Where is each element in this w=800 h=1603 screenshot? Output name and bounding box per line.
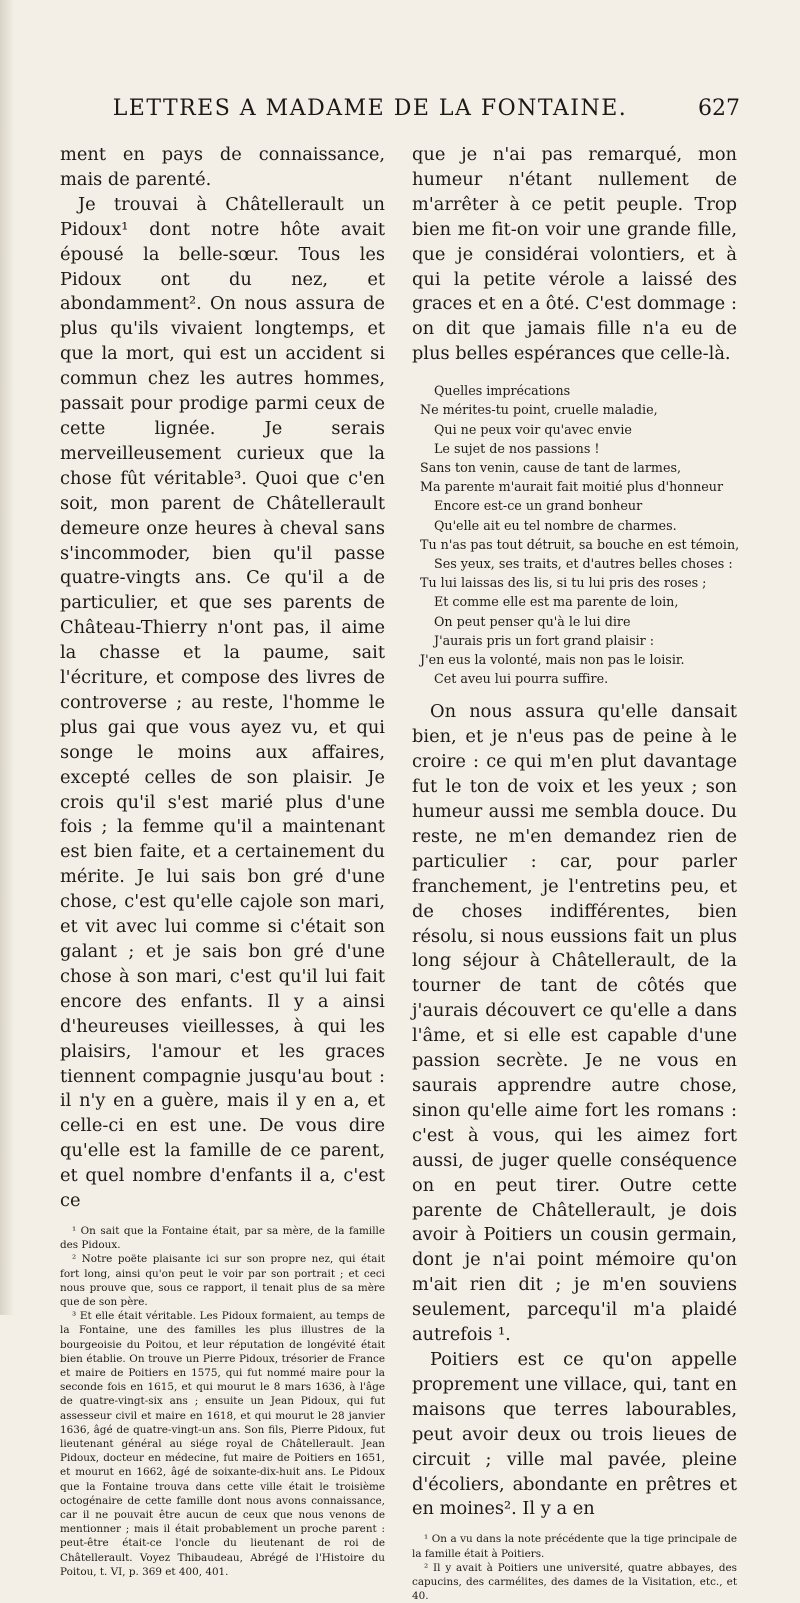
poem-line: On peut penser qu'à le lui dire <box>434 613 631 629</box>
footnote: ¹ On sait que la Fontaine était, par sa mère, de la famille des Pidoux. <box>60 1224 385 1252</box>
poem-line: Tu n'as pas tout détruit, sa bouche en est témoin, <box>420 536 740 552</box>
poem-line: Quelles imprécations <box>434 383 571 399</box>
poem-line: Sans ton venin, cause de tant de larmes, <box>420 459 682 475</box>
poem-line: Ne mérites-tu point, cruelle maladie, <box>420 402 658 418</box>
paragraph: On nous assura qu'elle dansait bien, et je n'eus pas de peine à le croire : ce qui m'en plut davantage fut le ton de voix et les yeux ; son humeur aussi me sembla douce. Du reste, ne m'en demandez rien de particulier : car, pour parler franchement, je l'entretins peu, et de choses indifférentes, bien résolu, si nous eussions fait un plus long séjour à Châtellerault, de la tourner de tant de côtés que j'aurais découvert ce qu'elle a dans l'âme, et si elle est capable d'une passion secrète. Je ne vous en saurais apprendre autre chose, sinon qu'elle aime fort les romans : c'est à vous, qui les aimez fort aussi, de juger quelle conséquence on en peut tirer. Outre cette parente de Châtellerault, je dois avoir à Poitiers un cousin germain, dont je n'ai point mémoire qu'on m'ait rien dit ; je m'en souviens seulement, parcequ'il m'a plaidé autrefois ¹. <box>412 701 737 1346</box>
poem-line: Ses yeux, ses traits, et d'autres belles choses : <box>434 555 733 571</box>
page-binding-shadow <box>0 0 14 1315</box>
right-column-text-continued <box>412 700 737 1522</box>
left-footnotes <box>60 1224 385 1579</box>
right-footnotes <box>412 1532 737 1603</box>
paragraph: Je trouvai à Châtellerault un Pidoux¹ dont notre hôte avait épousé la belle-sœur. Tous les Pidoux ont du nez, et abondamment². On nous assura de plus qu'ils vivaient longtemps, et que la mort, qui est un accident si commun chez les autres hommes, passait pour prodige parmi ceux de cette lignée. Je serais merveilleusement curieux que la chose fût véritable³. Quoi que c'en soit, mon parent de Châtellerault demeure onze heures à cheval sans s'incommoder, bien qu'il passe quatre-vingts ans. Ce qu'il a de particulier, et que ses parents de Château-Thierry n'ont pas, il aime la chasse et la paume, sait l'écriture, et compose des livres de controverse ; au reste, l'homme le plus gai que vous ayez vu, et qui songe le moins aux affaires, excepté celles de son plaisir. Je crois qu'il s'est marié plus d'une fois ; la femme qu'il a maintenant est bien faite, et a certainement du mérite. Je lui sais bon gré d'une chose, c'est qu'elle cajole son mari, et vit avec lui comme si c'était son galant ; et je sais bon gré d'une chose à son mari, c'est qu'il lui fait encore des enfants. Il y a ainsi d'heureuses vieillesses, à qui les plaisirs, l'amour et les graces tiennent compagnie jusqu'au bout : il n'y en a guère, mais il y en a, et celle-ci en est une. De vous dire qu'elle est la famille de ce parent, et quel nombre d'enfants il a, c'est ce <box>60 193 385 1212</box>
footnote: ¹ On a vu dans la note précédente que la tige principale de la famille était à Poitiers. <box>412 1533 737 1560</box>
left-column-text <box>60 143 385 1214</box>
poem-line: Qui ne peux voir qu'avec envie <box>434 421 632 437</box>
poem-line: Encore est-ce un grand bonheur <box>434 498 643 514</box>
right-column <box>412 143 740 1603</box>
page-number: 627 <box>698 96 740 121</box>
poem-line: J'aurais pris un fort grand plaisir : <box>434 632 655 648</box>
running-title: LETTRES A MADAME DE LA FONTAINE. <box>112 96 628 121</box>
footnote: ² Notre poëte plaisante ici sur son propre nez, qui était fort long, ainsi qu'on peut le voir par son portrait ; et ceci nous prouve que, sous ce rapport, il tenait plus de sa mère que de son père. <box>60 1253 385 1308</box>
poem-line: Ma parente m'aurait fait moitié plus d'honneur <box>420 479 724 495</box>
poem-line: J'en eus la volonté, mais non pas le loisir. <box>420 652 685 667</box>
footnote: ³ Et elle était véritable. Les Pidoux formaient, au temps de la Fontaine, une des familles les plus illustres de la bourgeoisie du Poitou, et leur réputation de longévité était bien établie. On trouve un Pierre Pidoux, trésorier de France et maire de Poitiers en 1575, qui fut nommé maire pour la seconde fois en 1615, et qui mourut le 8 mars 1636, à l'âge de quatre-vingt-six ans ; ensuite un Jean Pidoux, qui fut assesseur civil et maire en 1618, et qui mourut le 28 janvier 1636, âgé de quatre-vingt-un ans. Son fils, Pierre Pidoux, fut lieutenant général au siége royal de Châtellerault. Jean Pidoux, docteur en médecine, fut maire de Poitiers en 1651, et mourut en 1662, âgé de soixante-dix-huit ans. Le Pidoux que la Fontaine trouva dans cette ville était le troisième octogénaire de cette famille dont nous avons connaissance, car il ne pouvait être aucun de ceux que nous venons de mentionner ; mais il était probablement un proche parent : peut-être était-ce l'oncle du lieutenant de roi de Châtellerault. Voyez Thibaudeau, Abrégé de l'Histoire du Poitou, t. VI, p. 369 et 400, 401. <box>60 1310 385 1578</box>
poem <box>420 381 740 688</box>
paragraph: ment en pays de connaissance, mais de parenté. <box>60 144 385 190</box>
poem-line: Et comme elle est ma parente de loin, <box>434 594 679 610</box>
page-header <box>60 96 740 136</box>
footnote: ² Il y avait à Poitiers une université, quatre abbayes, des capucins, des carmélites, des dames de la Visitation, etc., et 40. <box>412 1561 737 1603</box>
paragraph: que je n'ai pas remarqué, mon humeur n'étant nullement de m'arrêter à ce petit peuple. Trop bien me fit-on voir une grande fille, que je considérai volontiers, et à qui la petite vérole a laissé des graces et en a ôté. C'est dommage : on dit que jamais fille n'a eu de plus belles espérances que celle-là. <box>412 144 737 365</box>
poem-line: Le sujet de nos passions ! <box>434 440 600 456</box>
poem-line: Cet aveu lui pourra suffire. <box>434 671 609 687</box>
poem-line: Tu lui laissas des lis, si tu lui pris des roses ; <box>420 575 707 591</box>
paragraph: Poitiers est ce qu'on appelle proprement une villace, qui, tant en maisons que terres labourables, peut avoir deux ou trois lieues de circuit ; ville mal pavée, pleine d'écoliers, abondante en prêtres et en moines². Il y a en <box>412 1348 737 1520</box>
right-column-text <box>412 143 737 367</box>
left-column <box>60 143 385 1579</box>
poem-line: Qu'elle ait eu tel nombre de charmes. <box>434 517 677 533</box>
